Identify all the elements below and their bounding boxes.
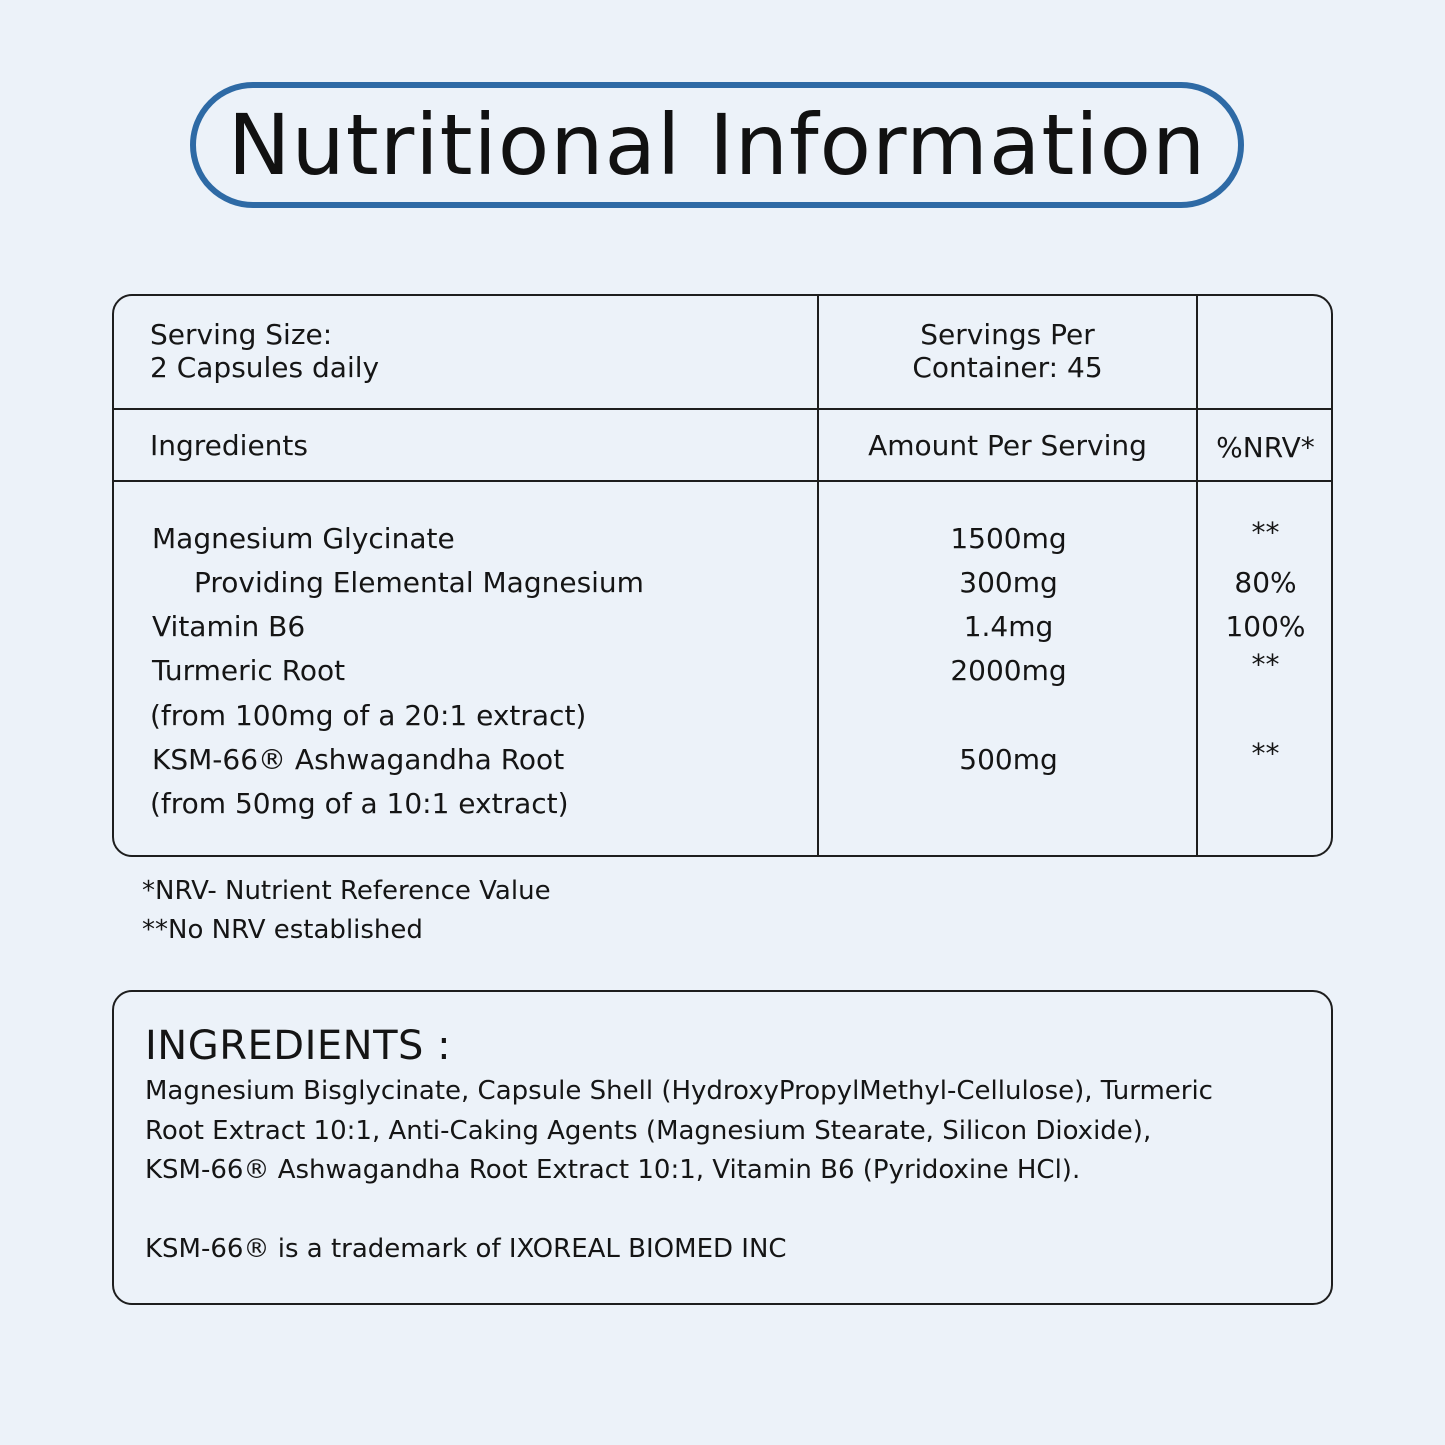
- ingredient-amount: 2000mg: [950, 654, 1067, 687]
- header-nrv: %NRV*: [1216, 431, 1315, 464]
- ingredient-amount: 500mg: [959, 743, 1058, 776]
- table-row: [114, 649, 1331, 693]
- page-title: Nutritional Information: [227, 96, 1207, 194]
- ingredient-nrv: 80%: [1234, 566, 1297, 599]
- trademark-note: KSM-66® is a trademark of IXOREAL BIOMED INC: [145, 1234, 787, 1264]
- table-row: [114, 517, 1331, 561]
- row-divider-1: [114, 408, 1331, 410]
- ingredient-nrv: **: [1251, 737, 1280, 770]
- ingredient-amount: 1.4mg: [963, 610, 1054, 643]
- ingredients-line: KSM-66® Ashwagandha Root Extract 10:1, Vitamin B6 (Pyridoxine HCl).: [145, 1155, 1081, 1185]
- header-ingredients: Ingredients: [150, 429, 308, 462]
- title-pill: [190, 82, 1244, 208]
- footnote-nrv: *NRV- Nutrient Reference Value: [142, 876, 551, 906]
- ingredients-line: Magnesium Bisglycinate, Capsule Shell (HydroxyPropylMethyl-Cellulose), Turmeric: [145, 1076, 1213, 1106]
- footnotes: [142, 872, 551, 950]
- table-row: [114, 782, 1331, 826]
- ingredient-name: Vitamin B6: [152, 610, 306, 643]
- ingredient-name: Providing Elemental Magnesium: [194, 566, 644, 599]
- ingredient-name: (from 50mg of a 10:1 extract): [150, 787, 569, 820]
- ingredient-nrv: **: [1251, 516, 1280, 549]
- ingredient-name: Turmeric Root: [152, 654, 346, 687]
- ingredient-name: Magnesium Glycinate: [152, 522, 455, 555]
- nutrition-table: [112, 294, 1333, 857]
- ingredients-list: [145, 1072, 1305, 1191]
- ingredients-line: Root Extract 10:1, Anti-Caking Agents (Magnesium Stearate, Silicon Dioxide),: [145, 1115, 1152, 1146]
- table-row: [114, 605, 1331, 649]
- serving-size-value: 2 Capsules daily: [150, 351, 380, 384]
- header-amount: Amount Per Serving: [868, 429, 1147, 462]
- ingredient-name: KSM-66® Ashwagandha Root: [152, 743, 565, 776]
- table-row: [114, 738, 1331, 782]
- row-divider-2: [114, 480, 1331, 482]
- ingredients-box: [112, 990, 1333, 1305]
- ingredient-nrv: **: [1251, 648, 1280, 681]
- footnote-no-nrv: **No NRV established: [142, 915, 423, 945]
- servings-per-line2: Container: 45: [912, 351, 1103, 384]
- ingredient-nrv: 100%: [1225, 610, 1306, 643]
- ingredient-name: (from 100mg of a 20:1 extract): [150, 699, 587, 732]
- table-row: [114, 694, 1331, 738]
- serving-size-label: Serving Size:: [150, 318, 333, 351]
- ingredient-amount: 1500mg: [950, 522, 1067, 555]
- ingredients-heading: INGREDIENTS :: [145, 1023, 452, 1069]
- table-row: [114, 561, 1331, 605]
- ingredient-amount: 300mg: [959, 566, 1058, 599]
- servings-per-line1: Servings Per: [920, 318, 1095, 351]
